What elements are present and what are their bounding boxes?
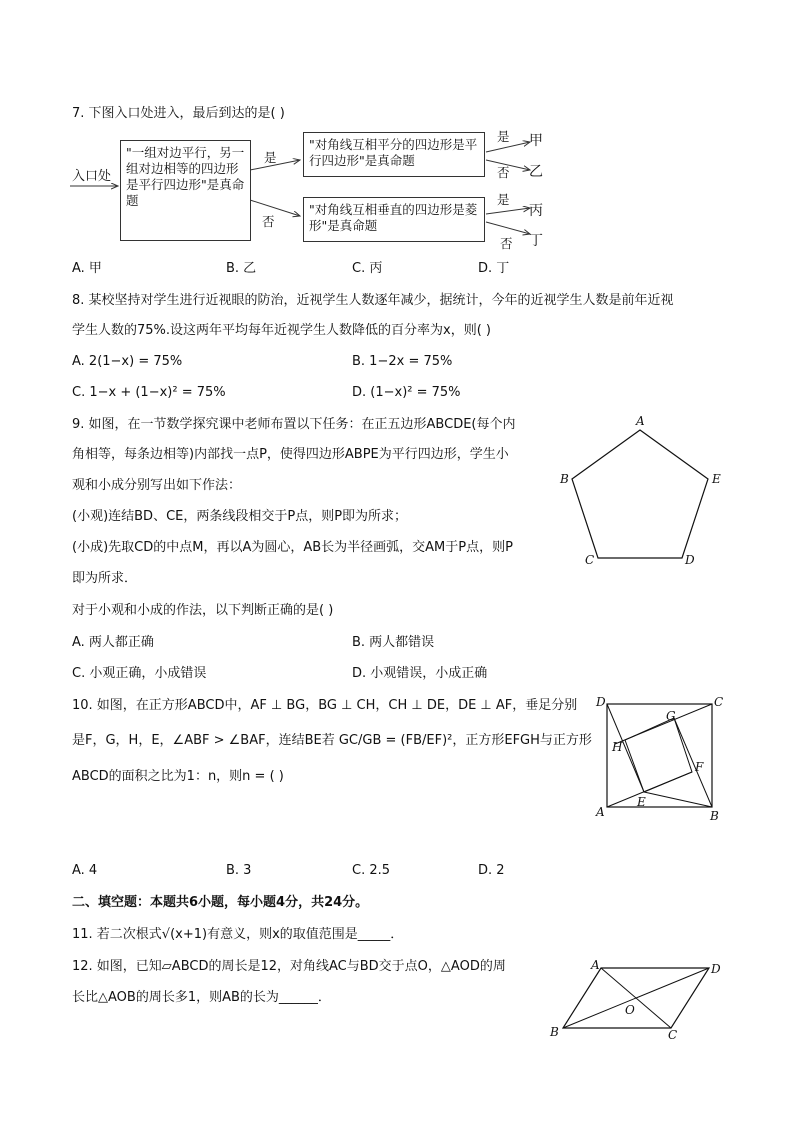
q7-no-3: 否 <box>500 236 513 251</box>
label-a: A <box>591 958 600 972</box>
q9-line2: 角相等，每条边相等)内部找一点P，使得四边形ABPE为平行四边形，学生小 <box>72 447 509 462</box>
q7-no-1: 否 <box>262 214 275 229</box>
q7-out-ding: 丁 <box>529 233 543 249</box>
q7-no-2: 否 <box>497 165 510 180</box>
q7-yes-3: 是 <box>497 192 510 207</box>
label-a: A <box>596 805 605 819</box>
q9-option-b[interactable]: B. 两人都错误 <box>352 635 435 650</box>
label-c: C <box>714 695 724 709</box>
q7-out-jia: 甲 <box>529 133 543 149</box>
q10-option-d[interactable]: D. 2 <box>478 863 505 878</box>
q9-line6: 即为所求． <box>72 571 138 586</box>
label-c: C <box>668 1028 678 1042</box>
line-be <box>644 792 712 807</box>
label-h: H <box>612 740 623 754</box>
q8-stem-line2: 学生人数的75%.设这两年平均每年近视学生人数降低的百分率为x，则( ) <box>72 323 491 338</box>
diagonal-bd <box>563 968 709 1028</box>
q11-text: 11. 若二次根式√(x+1)有意义，则x的取值范围是_____． <box>72 927 404 942</box>
q7-box2: "对角线互相平分的四边形是平行四边形"是真命题 <box>303 132 485 177</box>
no-arrow-3 <box>486 222 530 234</box>
q9-line3: 观和小成分别写出如下作法： <box>72 478 242 493</box>
q10-option-b[interactable]: B. 3 <box>226 863 252 878</box>
label-d: D <box>596 695 606 709</box>
section-2-heading: 二、填空题：本题共6小题，每小题4分，共24分。 <box>72 895 369 910</box>
q10-line2: 是F，G，H，E，∠ABF > ∠BAF，连结BE若 GC/GB = (FB/EF)²，正方形EFGH与正方形 <box>72 733 592 748</box>
q9-line4: (小观)连结BD、CE，两条线段相交于P点，则P即为所求； <box>72 509 408 524</box>
q10-option-a[interactable]: A. 4 <box>72 863 98 878</box>
q7-yes-2: 是 <box>497 129 510 144</box>
q8-option-d[interactable]: D. (1−x)² = 75% <box>352 385 461 400</box>
q9-option-a[interactable]: A. 两人都正确 <box>72 635 154 650</box>
q9-line7: 对于小观和小成的作法，以下判断正确的是( ) <box>72 603 334 618</box>
label-e: E <box>637 795 646 809</box>
q7-option-d[interactable]: D. 丁 <box>478 261 510 276</box>
q9-line1: 9. 如图，在一节数学探究课中老师布置以下任务：在正五边形ABCDE(每个内 <box>72 417 516 432</box>
q9-option-c[interactable]: C. 小观正确，小成错误 <box>72 666 207 681</box>
q8-option-c[interactable]: C. 1−x + (1−x)² = 75% <box>72 385 226 400</box>
q7-option-b[interactable]: B. 乙 <box>226 261 257 276</box>
q8-option-b[interactable]: B. 1−2x = 75% <box>352 354 453 369</box>
q12-line1: 12. 如图，已知▱ABCD的周长是12，对角线AC与BD交于点O，△AOD的周 <box>72 959 506 974</box>
q8-stem-line1: 8. 某校坚持对学生进行近视眼的防治，近视学生人数逐年减少，据统计，今年的近视学生人数是前年近视 <box>72 293 674 308</box>
q7-option-c[interactable]: C. 丙 <box>352 261 383 276</box>
no-arrow-1 <box>250 200 300 216</box>
label-f: F <box>695 760 704 774</box>
pentagon <box>572 430 708 558</box>
q7-entry-label: 入口处 <box>72 169 112 184</box>
q10-option-c[interactable]: C. 2.5 <box>352 863 391 878</box>
q12-line2: 长比△AOB的周长多1，则AB的长为______． <box>72 990 331 1005</box>
q7-option-a[interactable]: A. 甲 <box>72 261 102 276</box>
label-b: B <box>710 809 719 823</box>
label-a: A <box>636 414 645 428</box>
q7-box3: "对角线互相垂直的四边形是菱形"是真命题 <box>303 197 485 242</box>
label-e: E <box>712 472 721 486</box>
square-abcd <box>607 704 712 807</box>
q9-line5: (小成)先取CD的中点M，再以A为圆心，AB长为半径画弧，交AM于P点，则P <box>72 540 513 555</box>
label-c: C <box>585 553 595 567</box>
label-b: B <box>550 1025 559 1039</box>
q7-stem: 7. 下图入口处进入，最后到达的是( ) <box>72 106 285 121</box>
q8-option-a[interactable]: A. 2(1−x) = 75% <box>72 354 183 369</box>
q12-parallelogram-figure <box>545 956 735 1046</box>
label-d: D <box>685 553 695 567</box>
line-bg <box>674 718 712 807</box>
label-d: D <box>711 962 721 976</box>
q9-option-d[interactable]: D. 小观错误，小成正确 <box>352 666 488 681</box>
q10-square-figure <box>592 694 732 824</box>
q7-out-yi: 乙 <box>529 164 543 180</box>
q7-yes-1: 是 <box>264 150 277 165</box>
q10-line3: ABCD的面积之比为1：n，则n = ( ) <box>72 769 284 784</box>
yes-arrow-3 <box>486 208 530 214</box>
label-b: B <box>560 472 569 486</box>
q7-box1: "一组对边平行，另一组对边相等的四边形是平行四边形"是真命题 <box>120 140 251 241</box>
label-o: O <box>625 1003 635 1017</box>
q7-out-bing: 丙 <box>529 203 543 219</box>
square-efgh <box>625 718 692 792</box>
q9-pentagon-figure <box>552 412 732 572</box>
label-g: G <box>666 709 676 723</box>
q10-line1: 10. 如图，在正方形ABCD中，AF ⊥ BG，BG ⊥ CH，CH ⊥ DE，DE ⊥ AF，垂足分别 <box>72 698 578 713</box>
